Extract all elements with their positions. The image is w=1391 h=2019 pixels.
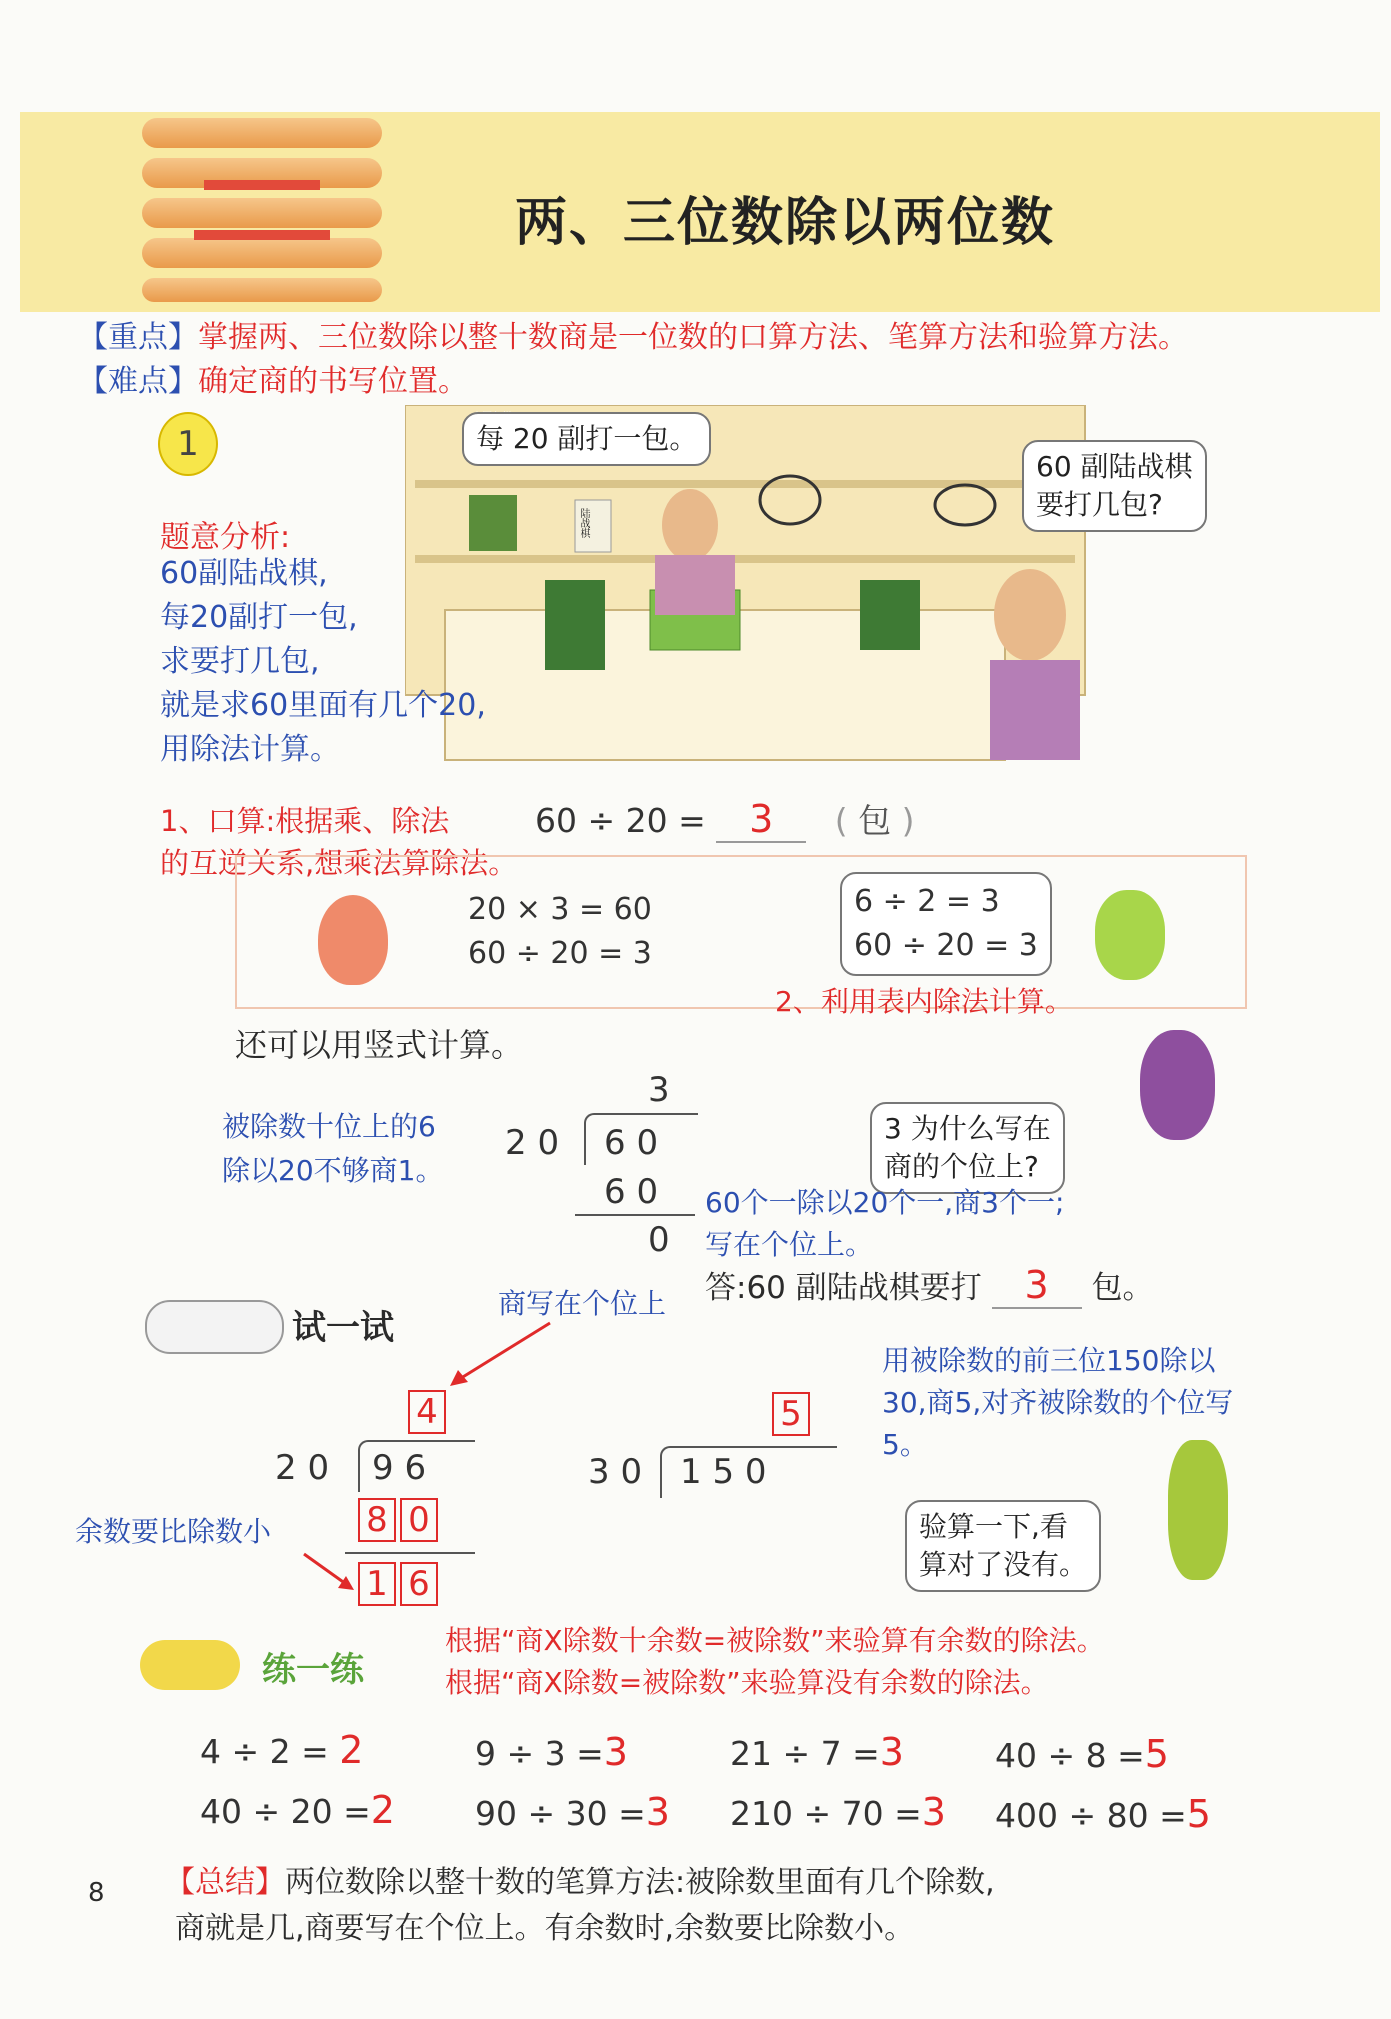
long-division-product: 6 0 <box>604 1172 659 1212</box>
division-line <box>575 1214 695 1216</box>
why-ones-place-bubble: 3 为什么写在 商的个位上? <box>870 1102 1065 1194</box>
remainder-arrow-icon <box>300 1548 360 1598</box>
analysis-title: 题意分析: <box>160 520 291 555</box>
try-it-label: 试一试 <box>292 1308 394 1348</box>
tens-place-note: 被除数十位上的6 除以20不够商1。 <box>222 1110 444 1187</box>
equation-answer: 3 <box>716 797 806 843</box>
quotient-position-note: 商写在个位上 <box>498 1287 667 1320</box>
p2-quotient: 5 <box>772 1392 814 1436</box>
ones-place-note: 60个一除以20个一,商3个一; 写在个位上。 <box>705 1186 1065 1261</box>
p2-dividend: 1 5 0 <box>680 1452 767 1492</box>
multiplication-check: 20 × 3 = 60 60 ÷ 20 = 3 <box>468 892 652 971</box>
practice-item-8: 400 ÷ 80 =5 <box>995 1792 1211 1836</box>
table-division-bubble: 6 ÷ 2 = 3 60 ÷ 20 = 3 <box>840 872 1052 976</box>
check-bubble: 验算一下,看 算对了没有。 <box>905 1500 1101 1592</box>
practice-item-6: 90 ÷ 30 =3 <box>475 1790 670 1834</box>
main-equation: 60 ÷ 20 = 3 ( 包 ) <box>535 797 915 841</box>
army-chess-box-icon: 陆战棋 <box>578 508 589 538</box>
long-division-dividend: 6 0 <box>604 1123 659 1163</box>
table-method-note: 2、利用表内除法计算。 <box>775 985 1073 1018</box>
long-division-quotient: 3 <box>648 1070 670 1110</box>
practice-item-2: 9 ÷ 3 =3 <box>475 1730 628 1774</box>
practice-item-5: 40 ÷ 20 =2 <box>200 1788 395 1832</box>
motorbike-icon <box>140 1640 240 1690</box>
check-rules: 根据“商X除数十余数=被除数”来验算有余数的除法。 根据“商X除数=被除数”来验算没有余数的除法。 <box>445 1624 1105 1699</box>
remainder-note: 余数要比除数小 <box>75 1515 272 1548</box>
summary: 【总结】两位数除以整十数的笔算方法:被除数里面有几个除数, 商就是几,商要写在个位上。有余数时,余数要比除数小。 <box>165 1865 995 1946</box>
eggplant-character-icon <box>1140 1030 1215 1140</box>
example-number-badge: 1 <box>158 412 218 476</box>
p1-dividend: 9 6 <box>372 1448 427 1488</box>
p2-divisor: 3 0 <box>588 1452 643 1492</box>
bean-character-icon <box>1168 1440 1228 1580</box>
long-division-remainder: 0 <box>648 1220 670 1260</box>
p1-line <box>345 1552 475 1554</box>
answer-value: 3 <box>992 1263 1082 1309</box>
pepper-character-icon <box>1095 890 1165 980</box>
analysis-text: 60副陆战棋, 每20副打一包, 求要打几包, 就是求60里面有几个20, 用除法计算。 <box>160 556 486 767</box>
practice-item-7: 210 ÷ 70 =3 <box>730 1790 946 1834</box>
page-number: 8 <box>88 1878 105 1908</box>
p1-product: 8 0 <box>358 1498 442 1542</box>
radish-character-icon <box>318 895 388 985</box>
practice-label: 练一练 <box>262 1650 364 1690</box>
answer-sentence: 答:60 副陆战棋要打 3 包。 <box>705 1263 1154 1307</box>
p1-quotient: 4 <box>408 1390 450 1434</box>
chapter-number-stripes <box>142 118 382 298</box>
difficulty-line: 【难点】确定商的书写位置。 <box>78 364 468 399</box>
arrow-icon <box>440 1318 560 1393</box>
chapter-numeral-mark <box>204 180 320 190</box>
seller-speech-bubble: 每 20 副打一包。 <box>462 412 711 466</box>
p2-note: 用被除数的前三位150除以30,商5,对齐被除数的个位写5。 <box>882 1344 1234 1461</box>
practice-item-1: 4 ÷ 2 = 2 <box>200 1728 364 1772</box>
customer-speech-bubble: 60 副陆战棋 要打几包? <box>1022 440 1207 532</box>
p1-remainder: 1 6 <box>358 1562 442 1606</box>
car-icon <box>145 1300 284 1354</box>
vertical-intro: 还可以用竖式计算。 <box>235 1026 524 1064</box>
p1-divisor: 2 0 <box>275 1448 330 1488</box>
long-division-divisor: 2 0 <box>505 1123 560 1163</box>
oral-method-note: 1、口算:根据乘、除法 的互逆关系,想乘法算除法。 <box>160 804 518 880</box>
practice-item-3: 21 ÷ 7 =3 <box>730 1730 904 1774</box>
page-title: 两、三位数除以两位数 <box>515 193 1056 253</box>
practice-item-4: 40 ÷ 8 =5 <box>995 1732 1169 1776</box>
focus-line: 【重点】掌握两、三位数除以整十数商是一位数的口算方法、笔算方法和验算方法。 <box>78 320 1188 355</box>
